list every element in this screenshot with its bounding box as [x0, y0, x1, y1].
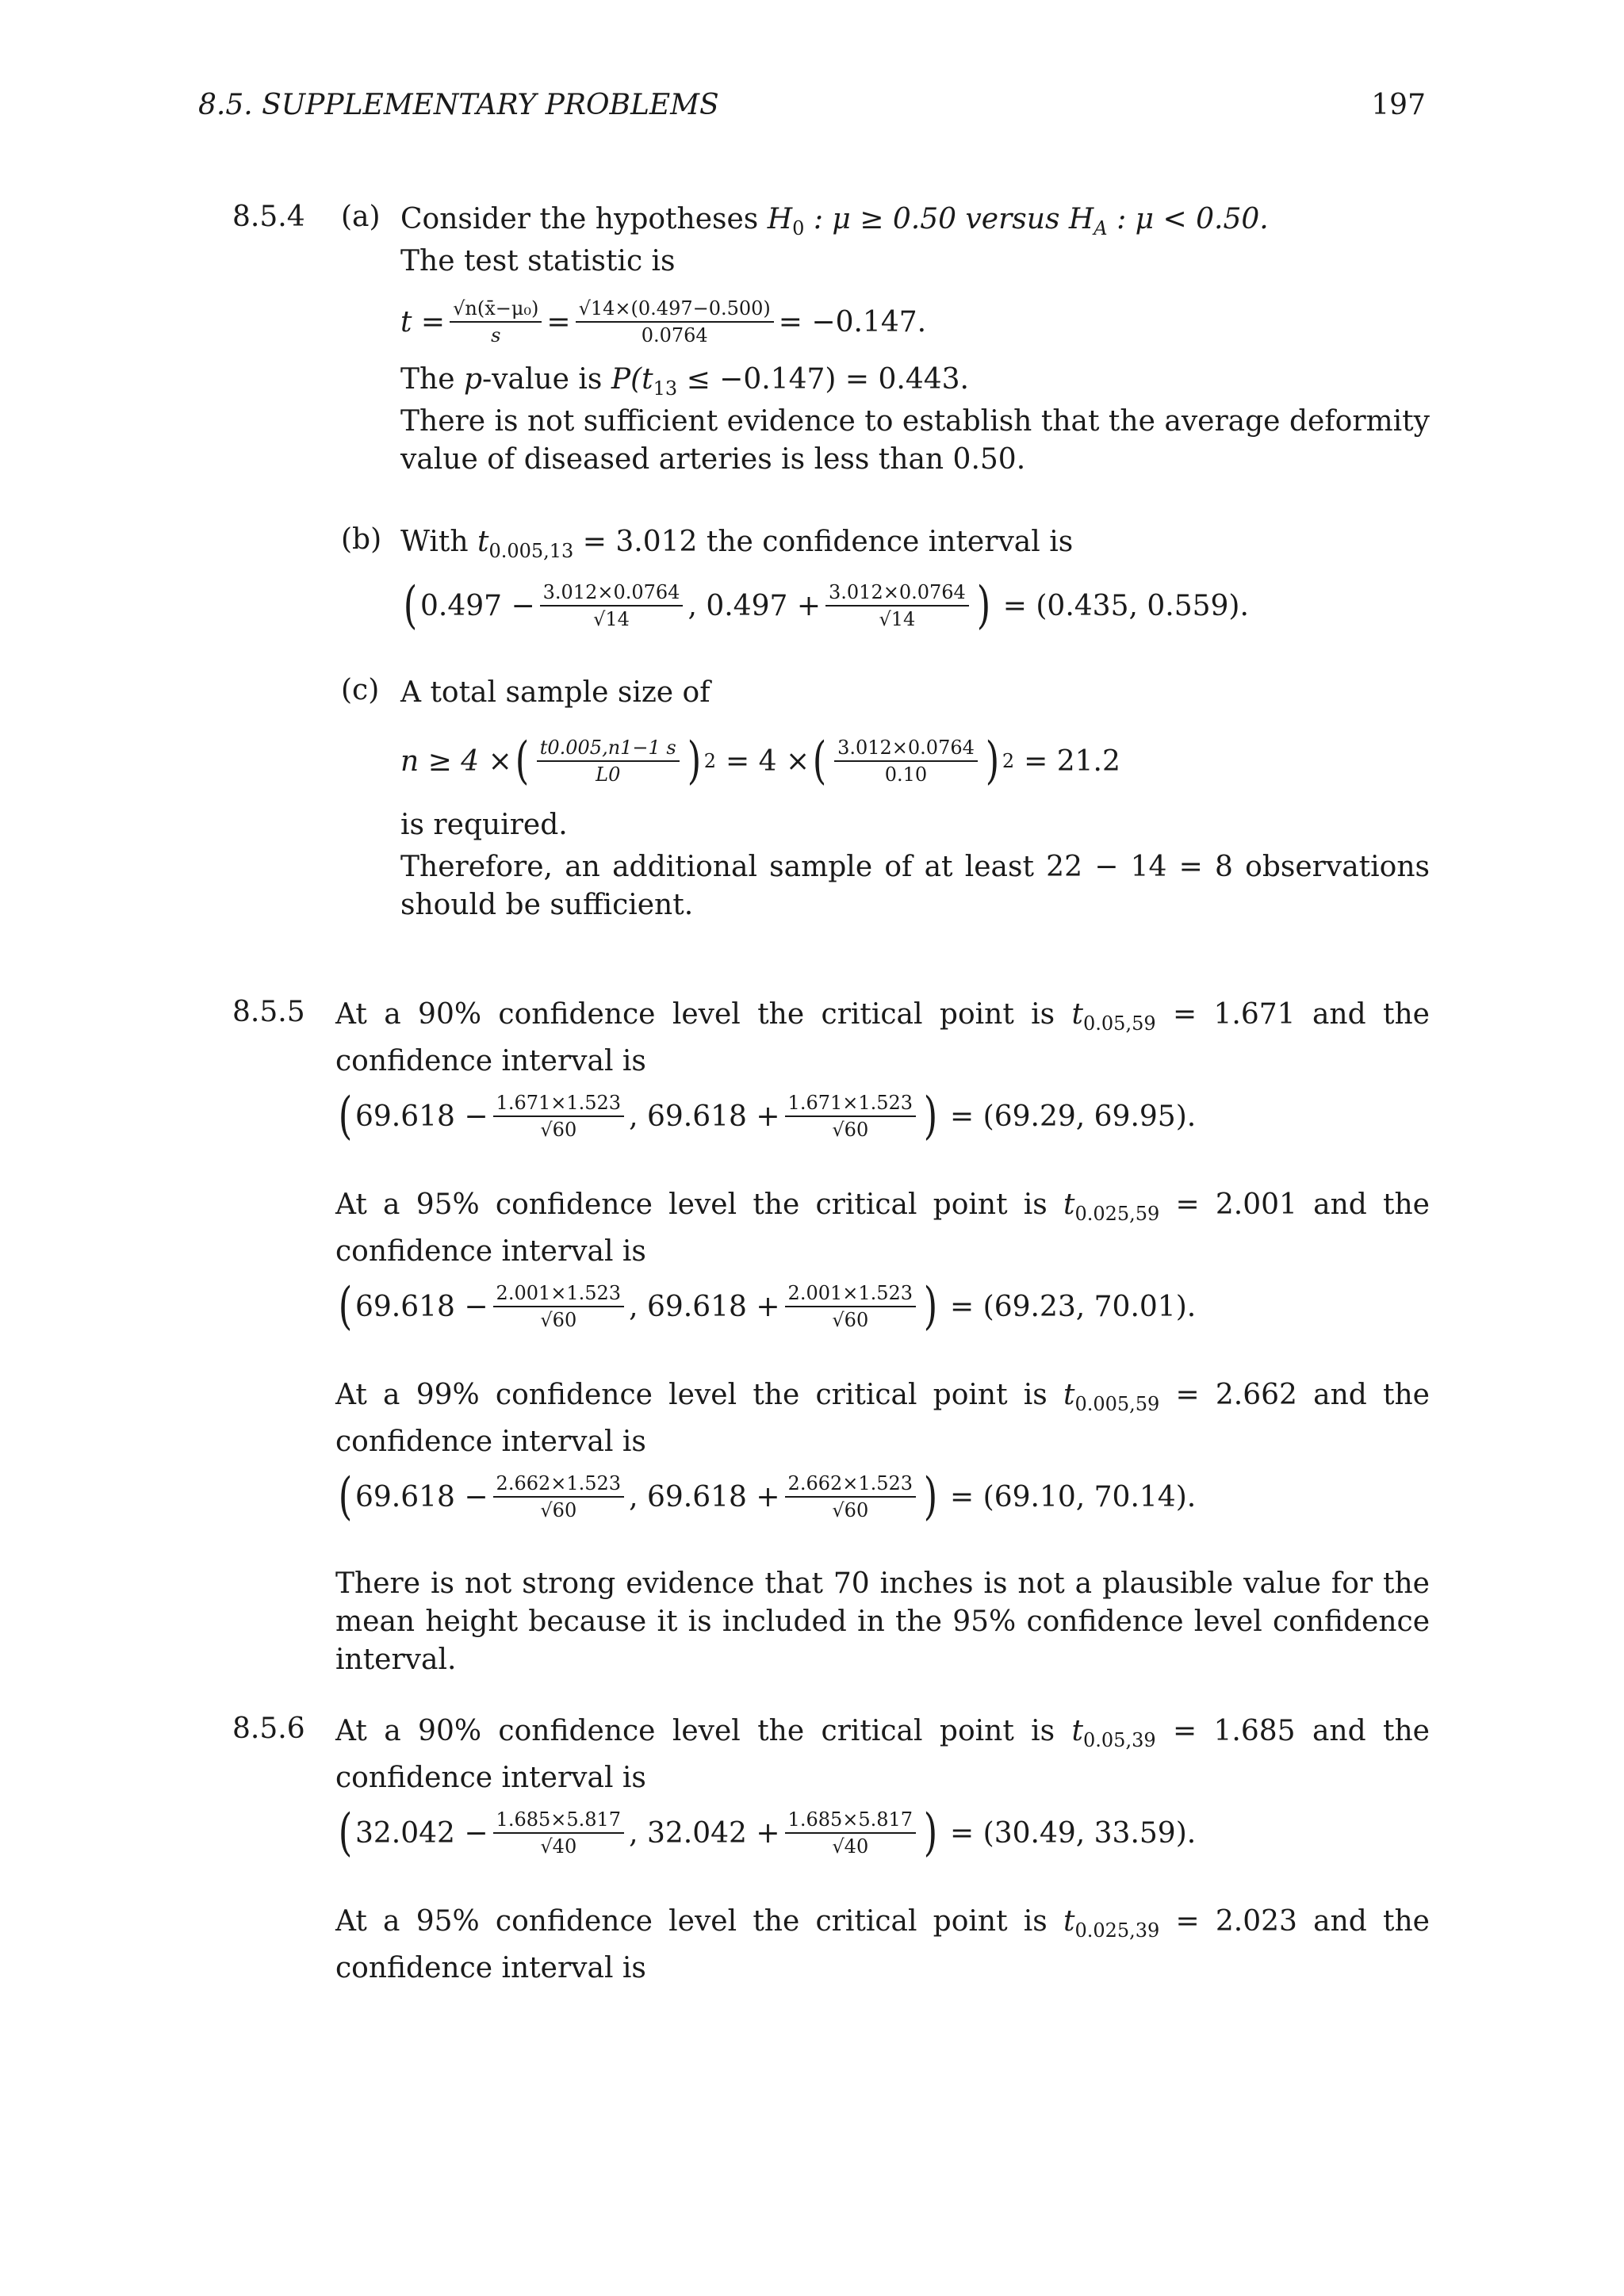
ci-99-equation: ( 69.618 − $\frac{2.662\times 1.523}{√60}$ , 69.618 + $\frac{2.662\times 1.523}{√60}$ ) = (69.10, 70.14).	[338, 1468, 1197, 1526]
fraction: $\frac{\text{√n(x̄−μ₀)}}{s}$	[450, 297, 542, 346]
required-line: is required.	[400, 809, 568, 841]
fraction: $\frac{t0.005,n1-1 s}{L0}$	[537, 737, 680, 786]
part-label-a: (a)	[341, 201, 381, 233]
intro-90-text: At a 90% confidence level the critical point is $t_{0.05,39} = 1.685$ and the confidence interval is	[335, 1715, 1430, 1795]
problem-number: 8.5.4	[232, 201, 305, 233]
fraction: $\frac{3.012\times 0.0764}{√14}$	[825, 581, 969, 630]
fraction: $\frac{3.012\times 0.0764}{0.10}$	[834, 737, 978, 786]
ci-90-equation: ( 69.618 − $\frac{1.671\times 1.523}{√60}$ , 69.618 + $\frac{1.671\times 1.523}{√60}$ ) = (69.29, 69.95).	[338, 1087, 1197, 1146]
part-label-b: (b)	[341, 523, 382, 556]
conclusion-text: There is not strong evidence that 70 inches is not a plausible value for the mean height because it is included in the 95% confidence level confidence interval.	[335, 1567, 1430, 1676]
page-number: 197	[1371, 89, 1426, 121]
therefore-text: Therefore, an additional sample of at least 22 − 14 = 8 observations should be sufficient.	[400, 851, 1430, 921]
intro-95-text: At a 95% confidence level the critical point is $t_{0.025,59} = 2.001$ and the confidence interval is	[335, 1188, 1430, 1269]
hypotheses-line: Consider the hypotheses $H_0$ : μ ≥ 0.50 versus $H_A$ : μ < 0.50.	[400, 203, 1269, 240]
test-statistic-equation: t = $\frac{\text{√n(x̄−μ₀)}}{s}$ = $\frac{√14\times(0.497-0.500)}{0.0764}$ = −0.147.	[400, 297, 927, 346]
intro-99-text: At a 99% confidence level the critical point is $t_{0.005,59} = 2.662$ and the confidence interval is	[335, 1379, 1430, 1459]
fraction: $\frac{2.662\times 1.523}{√60}$	[493, 1472, 625, 1521]
stat-line: The test statistic is	[400, 245, 676, 277]
intro-95-text: At a 95% confidence level the critical point is $t_{0.025,39} = 2.023$ and the confidence interval is	[335, 1905, 1430, 1985]
fraction: $\frac{3.012\times 0.0764}{√14}$	[540, 581, 684, 630]
p-value-line: The p-value is $P(t_{13} \le -0.147) = 0.443$.	[400, 363, 969, 400]
sample-size-line: A total sample size of	[400, 676, 710, 709]
sample-size-equation: n ≥ 4 × ( $\frac{t0.005,n1-1 s}{L0}$ ) 2 = 4 × ( $\frac{3.012\times 0.0764}{0.10}$ ) 2 = 21.2	[400, 732, 1120, 790]
problem-number: 8.5.5	[232, 996, 305, 1028]
fraction: $\frac{1.685\times 5.817}{√40}$	[493, 1808, 625, 1858]
part-label-c: (c)	[341, 674, 380, 706]
fraction: $\frac{1.685\times 5.817}{√40}$	[785, 1808, 917, 1858]
ci-95-equation: ( 69.618 − $\frac{2.001\times 1.523}{√60}$ , 69.618 + $\frac{2.001\times 1.523}{√60}$ ) = (69.23, 70.01).	[338, 1277, 1197, 1336]
fraction: $\frac{2.001\times 1.523}{√60}$	[785, 1282, 917, 1331]
confidence-interval-equation: ( 0.497 − $\frac{3.012\times 0.0764}{√14}$ , 0.497 + $\frac{3.012\times 0.0764}{√14}$ ) = (0.435, 0.559).	[403, 576, 1249, 635]
intro-90-text: At a 90% confidence level the critical point is $t_{0.05,59} = 1.671$ and the confidence interval is	[335, 998, 1430, 1078]
ci-90-equation: ( 32.042 − $\frac{1.685\times 5.817}{√40}$ , 32.042 + $\frac{1.685\times 5.817}{√40}$ ) = (30.49, 33.59).	[338, 1804, 1197, 1862]
fraction: $\frac{1.671\times 1.523}{√60}$	[493, 1092, 625, 1141]
fraction: $\frac{1.671\times 1.523}{√60}$	[785, 1092, 917, 1141]
problem-number: 8.5.6	[232, 1712, 305, 1745]
fraction: $\frac{2.001\times 1.523}{√60}$	[493, 1282, 625, 1331]
fraction: $\frac{2.662\times 1.523}{√60}$	[785, 1472, 917, 1521]
running-header: 8.5. SUPPLEMENTARY PROBLEMS	[198, 89, 719, 121]
fraction: $\frac{√14\times(0.497-0.500)}{0.0764}$	[576, 297, 774, 346]
conclusion-text: There is not sufficient evidence to establish that the average deformity value of diseased arteries is less than 0.50.	[400, 405, 1430, 476]
critical-value-line: With $t_{0.005,13} = 3.012$ the confidence interval is	[400, 526, 1074, 563]
